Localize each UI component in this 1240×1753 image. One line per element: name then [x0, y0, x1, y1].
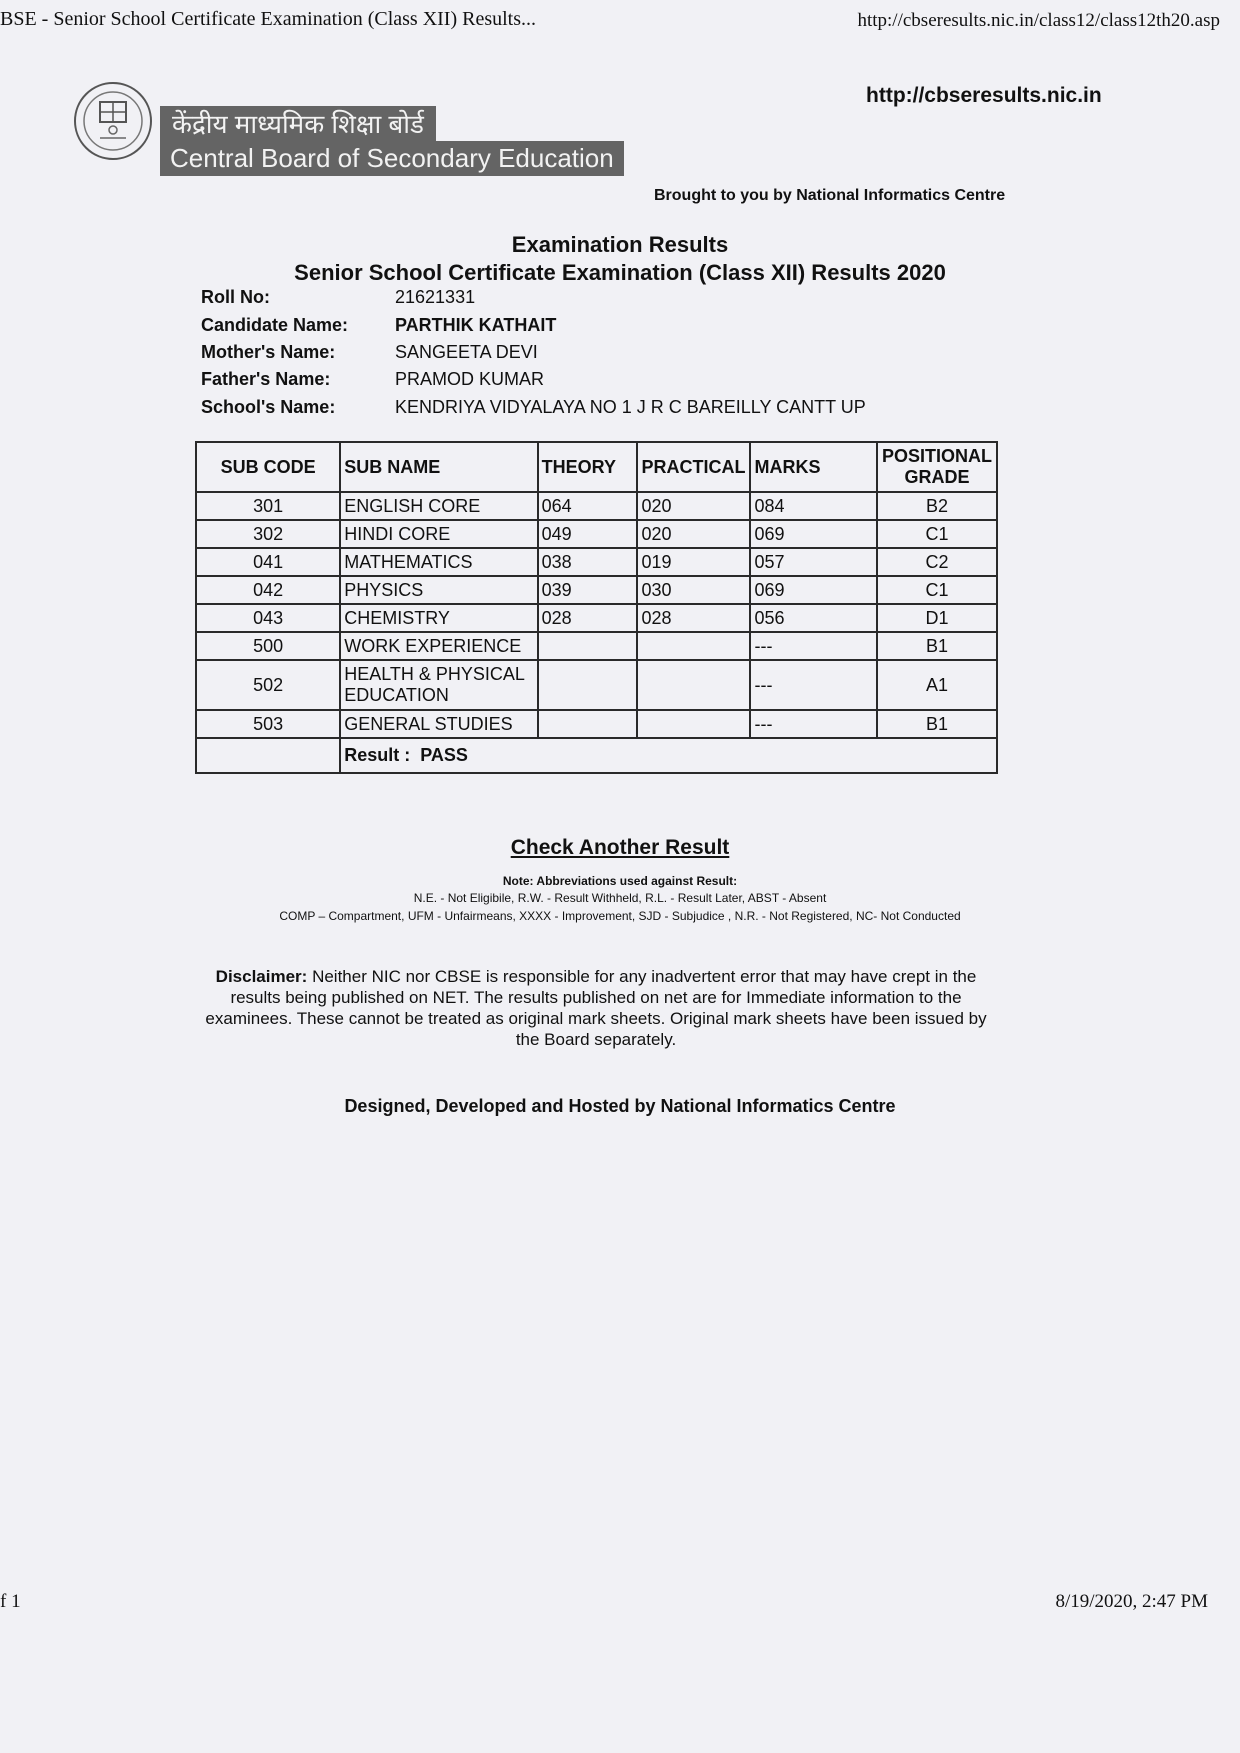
designed-by-footer: Designed, Developed and Hosted by National Informatics Centre	[344, 1096, 896, 1116]
sub-name-cell: PHYSICS	[340, 576, 537, 604]
father-name-value: PRAMOD KUMAR	[395, 369, 545, 389]
print-footer-datetime: 8/19/2020, 2:47 PM	[1055, 1591, 1208, 1612]
header-sub-code: SUB CODE	[196, 442, 340, 492]
practical-cell	[637, 632, 750, 660]
practical-cell: 019	[637, 548, 750, 576]
sub-name-cell: GENERAL STUDIES	[340, 710, 537, 738]
mother-name-value: SANGEETA DEVI	[395, 342, 538, 362]
theory-cell: 028	[538, 604, 638, 632]
page-title: Examination Results	[511, 232, 729, 257]
theory-cell: 064	[538, 492, 638, 520]
sub-name-cell: ENGLISH CORE	[340, 492, 537, 520]
marks-cell: 069	[750, 576, 877, 604]
result-row	[196, 738, 997, 773]
sub-code-cell: 042	[196, 576, 340, 604]
disclaimer-text: Neither NIC nor CBSE is responsible for any inadvertent error that may have crept in the results being published on NET. The results published on net are for Immediate information to the examinees. These cannot be treated as original mark sheets. Original mark sheets have been issued by the Board separately.	[205, 967, 987, 1049]
practical-cell	[637, 710, 750, 738]
header-practical: PRACTICAL	[637, 442, 750, 492]
table-row	[196, 710, 997, 738]
theory-cell: 049	[538, 520, 638, 548]
marks-cell: 069	[750, 520, 877, 548]
table-row	[196, 520, 997, 548]
sub-code-cell: 302	[196, 520, 340, 548]
table-row	[196, 604, 997, 632]
roll-no-label: Roll No:	[201, 287, 270, 307]
sub-name-cell: WORK EXPERIENCE	[340, 632, 537, 660]
result-empty-cell	[196, 738, 340, 773]
table-row	[196, 492, 997, 520]
marks-cell: ---	[750, 632, 877, 660]
father-name-label: Father's Name:	[201, 369, 331, 389]
grade-cell: C2	[877, 548, 997, 576]
practical-cell	[637, 660, 750, 710]
check-another-result-link[interactable]: Check Another Result	[510, 836, 730, 859]
mother-name-label: Mother's Name:	[201, 342, 336, 362]
grade-cell: C1	[877, 520, 997, 548]
sub-code-cell: 503	[196, 710, 340, 738]
header-sub-name: SUB NAME	[340, 442, 537, 492]
sub-name-cell: HINDI CORE	[340, 520, 537, 548]
sub-code-cell: 500	[196, 632, 340, 660]
disclaimer-label: Disclaimer:	[215, 967, 308, 986]
practical-cell: 020	[637, 520, 750, 548]
theory-cell	[538, 632, 638, 660]
candidate-name-value: PARTHIK KATHAIT	[395, 315, 557, 335]
sub-name-cell: MATHEMATICS	[340, 548, 537, 576]
logo-hindi-banner: केंद्रीय माध्यमिक शिक्षा बोर्ड	[160, 106, 436, 143]
grade-cell: B1	[877, 632, 997, 660]
note-title: Note: Abbreviations used against Result:	[502, 874, 738, 888]
marks-cell: 084	[750, 492, 877, 520]
result-cell	[340, 738, 997, 773]
practical-cell: 028	[637, 604, 750, 632]
theory-cell: 039	[538, 576, 638, 604]
page-subtitle: Senior School Certificate Examination (Class XII) Results 2020	[294, 260, 946, 285]
theory-cell	[538, 710, 638, 738]
marks-cell: 057	[750, 548, 877, 576]
result-value: PASS	[420, 745, 468, 765]
table-row	[196, 660, 997, 710]
table-row	[196, 632, 997, 660]
grade-cell: B1	[877, 710, 997, 738]
logo-english-banner: Central Board of Secondary Education	[160, 141, 624, 176]
candidate-name-label: Candidate Name:	[201, 315, 349, 335]
school-name-label: School's Name:	[201, 397, 336, 417]
result-table	[195, 441, 998, 774]
brought-by-text: Brought to you by National Informatics Centre	[654, 187, 1006, 204]
sub-code-cell: 041	[196, 548, 340, 576]
print-header-title: BSE - Senior School Certificate Examination (Class XII) Results...	[0, 8, 537, 30]
note-line-1: N.E. - Not Eligibile, R.W. - Result Withheld, R.L. - Result Later, ABST - Absent	[413, 891, 827, 905]
theory-cell	[538, 660, 638, 710]
cbse-emblem-icon	[72, 80, 154, 162]
grade-cell: D1	[877, 604, 997, 632]
practical-cell: 030	[637, 576, 750, 604]
sub-code-cell: 502	[196, 660, 340, 710]
roll-no-value: 21621331	[395, 287, 476, 307]
table-row	[196, 576, 997, 604]
practical-cell: 020	[637, 492, 750, 520]
header-positional-grade: POSITIONAL GRADE	[877, 442, 997, 492]
marks-cell: ---	[750, 660, 877, 710]
sub-code-cell: 043	[196, 604, 340, 632]
print-header-url: http://cbseresults.nic.in/class12/class12th20.asp	[857, 10, 1220, 31]
note-line-2: COMP – Compartment, UFM - Unfairmeans, XXXX - Improvement, SJD - Subjudice , N.R. - Not Registered, NC- Not Conducted	[279, 909, 961, 923]
check-another-result	[0, 836, 1240, 860]
print-footer-page: f 1	[0, 1591, 21, 1612]
sub-code-cell: 301	[196, 492, 340, 520]
disclaimer	[196, 966, 996, 1050]
grade-cell: B2	[877, 492, 997, 520]
result-label: Result :	[344, 745, 411, 765]
marks-cell: ---	[750, 710, 877, 738]
sub-name-cell: HEALTH & PHYSICAL EDUCATION	[340, 660, 537, 710]
table-row	[196, 548, 997, 576]
marks-cell: 056	[750, 604, 877, 632]
site-url-link[interactable]: http://cbseresults.nic.in	[866, 84, 1102, 107]
sub-name-cell: CHEMISTRY	[340, 604, 537, 632]
school-name-value: KENDRIYA VIDYALAYA NO 1 J R C BAREILLY CANTT UP	[395, 397, 866, 417]
table-header-row	[196, 442, 997, 492]
grade-cell: C1	[877, 576, 997, 604]
grade-cell: A1	[877, 660, 997, 710]
header-theory: THEORY	[538, 442, 638, 492]
header-marks: MARKS	[750, 442, 877, 492]
theory-cell: 038	[538, 548, 638, 576]
